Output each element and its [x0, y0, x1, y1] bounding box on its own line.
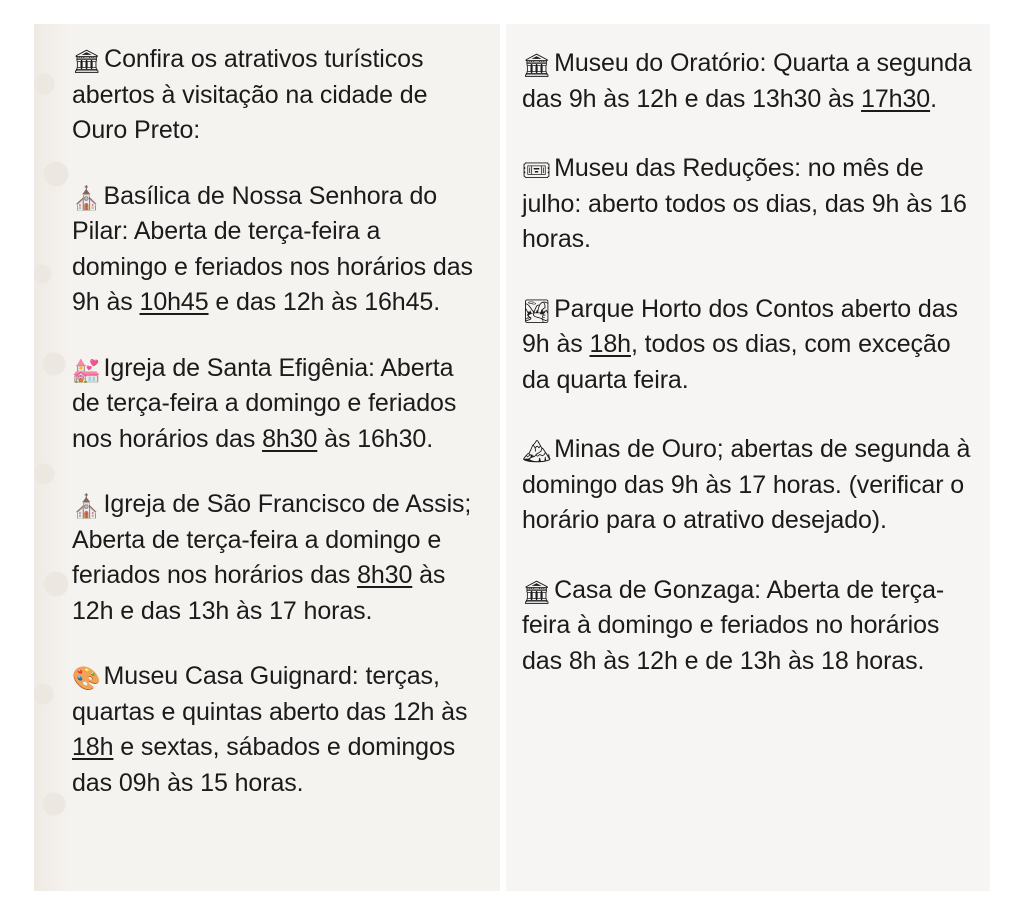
right-text-column: [506, 24, 990, 891]
classical-building-emoji: 🏛: [72, 49, 102, 75]
paragraph: [72, 42, 478, 149]
paragraph-text: Casa de Gonzaga: Aberta de terça-feira à domingo e feriados no horários das 8h às 12h e de 13h às 18 horas.: [522, 575, 945, 675]
admission-ticket-emoji: 🎟: [522, 158, 552, 184]
underlined-time[interactable]: 18h: [589, 330, 631, 358]
underlined-time[interactable]: 10h45: [139, 288, 209, 316]
paragraph: [72, 351, 478, 458]
church-emoji: 💒: [72, 357, 101, 384]
paragraph-text: Igreja de São Francisco de Assis; Aberta de terça-feira a domingo e feriados nos horários das: [72, 490, 472, 589]
paragraph-text: e sextas, sábados e domingos das 09h às 15 horas.: [72, 733, 456, 797]
paragraph-text: Parque Horto dos Contos aberto das 9h às: [522, 294, 958, 358]
underlined-time[interactable]: 8h30: [357, 561, 413, 589]
paragraph: [522, 432, 972, 539]
paragraph-text: às 12h e das 13h às 17 horas.: [72, 561, 446, 625]
underlined-time[interactable]: 18h: [72, 733, 114, 761]
paragraph: [522, 151, 972, 258]
paragraph-text: .: [930, 84, 937, 113]
underlined-time[interactable]: 8h30: [262, 424, 318, 453]
paragraph-text: Museu do Oratório: Quarta a segunda das 9h às 12h e das 13h30 às: [522, 49, 972, 113]
mountain-emoji: 🏔: [522, 439, 552, 465]
national-park-emoji: 🏞: [522, 298, 552, 325]
classical-building-emoji: 🏛: [522, 53, 552, 79]
paragraph-text: Igreja de Santa Efigênia: Aberta de terça-feira a domingo e feriados nos horários das: [72, 353, 457, 453]
paragraph: [72, 487, 478, 629]
paragraph: [72, 179, 478, 321]
paragraph-text: Museu Casa Guignard: terças, quartas e quintas aberto das 12h às: [72, 662, 468, 726]
left-column-content: [34, 24, 500, 819]
church-emoji: ⛪: [72, 185, 101, 212]
paragraph-text: Museu das Reduções: no mês de julho: aberto todos os dias, das 9h às 16 horas.: [522, 154, 967, 253]
paragraph-text: Minas de Ouro; abertas de segunda à domingo das 9h às 17 horas. (verificar o horário para o atrativo desejado).: [522, 435, 971, 534]
paragraph: [522, 46, 972, 117]
artist-palette-emoji: 🎨: [72, 666, 101, 692]
paragraph-text: Confira os atrativos turísticos abertos à visitação na cidade de Ouro Preto:: [72, 45, 428, 144]
paragraph-text: às 16h30.: [317, 424, 434, 453]
underlined-time[interactable]: 17h30: [861, 84, 931, 113]
paragraph: [72, 659, 478, 801]
church-emoji: ⛪: [72, 494, 101, 520]
classical-building-emoji: 🏛: [522, 579, 552, 606]
paragraph-text: Basílica de Nossa Senhora do Pilar: Aberta de terça-feira a domingo e feriados nos horários das 9h às: [72, 181, 473, 316]
right-column-content: [506, 24, 990, 697]
left-text-column: [34, 24, 500, 891]
paragraph-text: e das 12h às 16h45.: [208, 288, 441, 316]
paragraph: [522, 292, 972, 399]
paragraph-text: , todos os dias, com exceção da quarta feira.: [522, 330, 951, 394]
paragraph: [522, 573, 972, 680]
